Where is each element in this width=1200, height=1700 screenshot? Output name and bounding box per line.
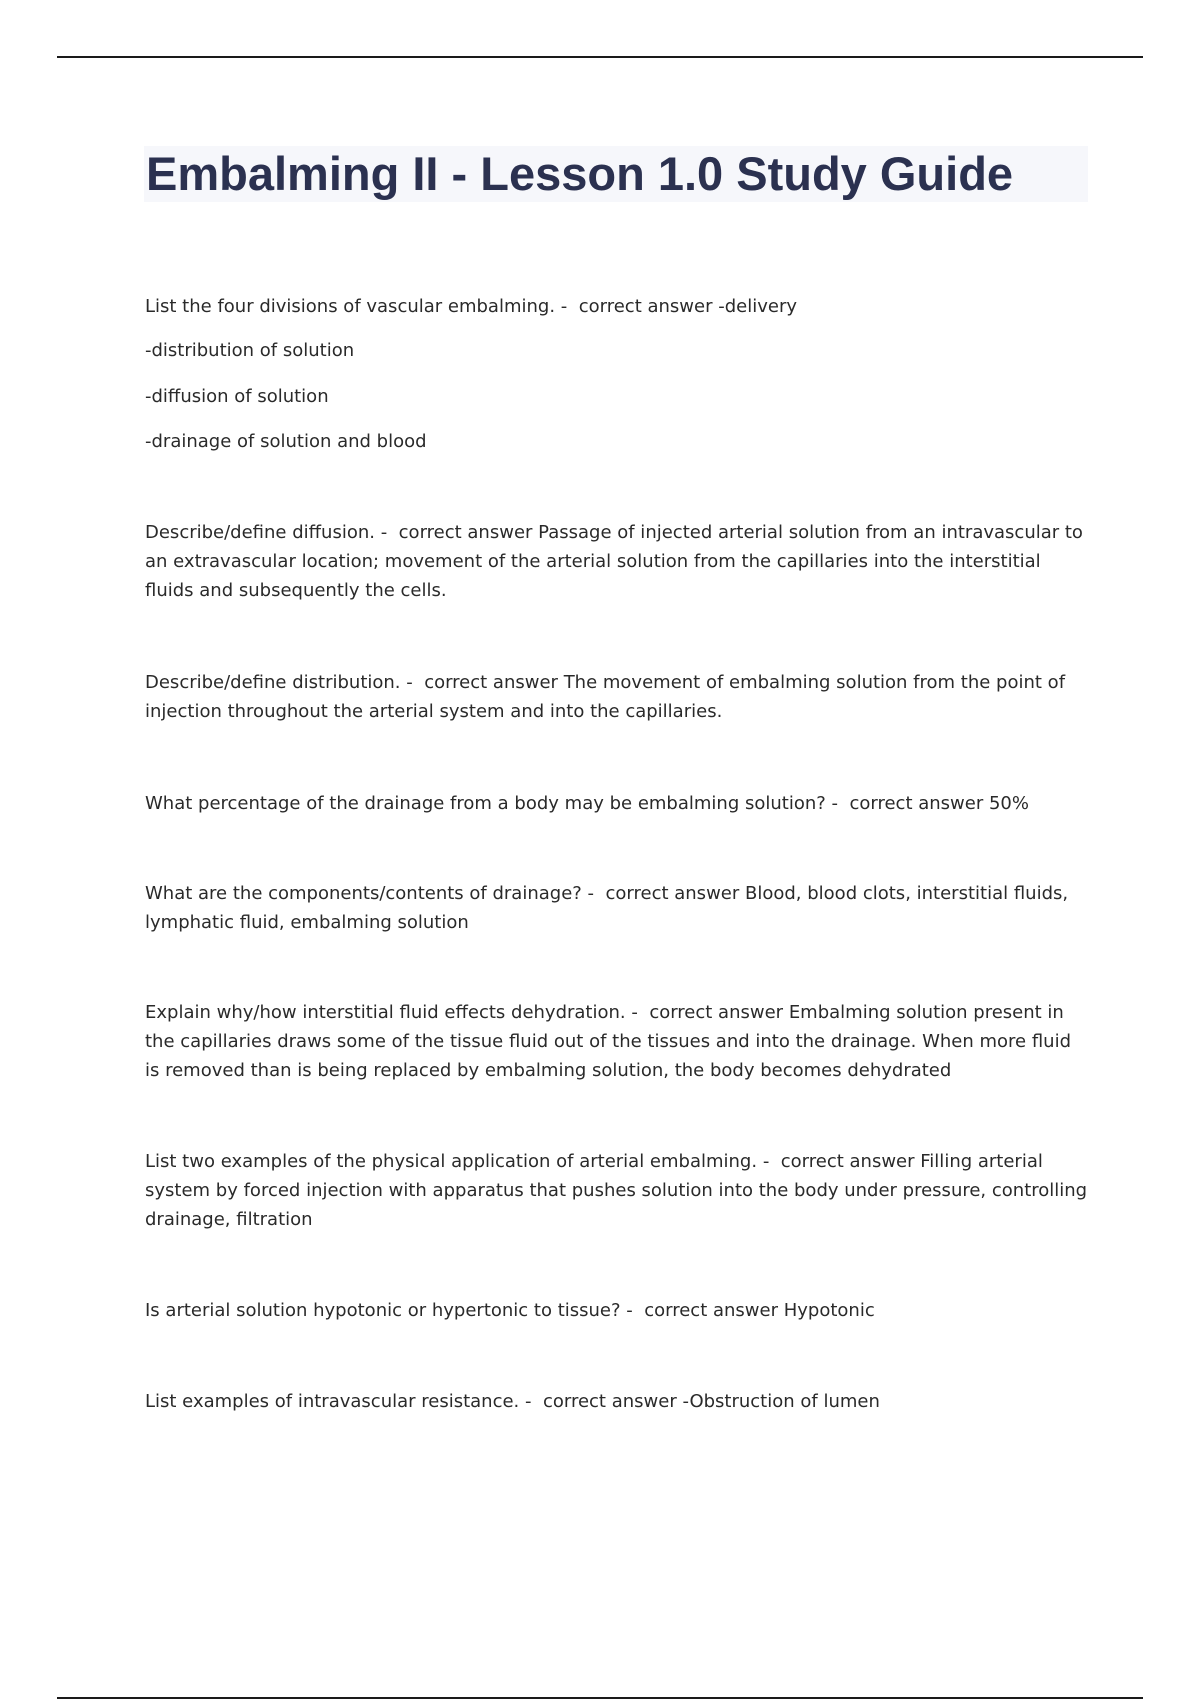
bottom-rule bbox=[57, 1697, 1143, 1699]
qa-item-6 bbox=[145, 998, 1090, 1085]
answer-text: Filling arterial system by forced injection with apparatus that pushes solution into the body under pressure, controlling drainage, filtration bbox=[145, 1151, 1088, 1230]
answer-text: Embalming solution present in the capillaries draws some of the tissue fluid out of the tissues and into the drainage. When more fluid is removed than is being replaced by embalming solution, the body becomes dehydrated bbox=[145, 1002, 1072, 1081]
answer-text: -Obstruction of lumen bbox=[682, 1391, 880, 1412]
question-text: Describe/define distribution. - bbox=[145, 672, 424, 693]
answer-label: correct answer bbox=[849, 793, 984, 814]
answer-label: correct answer bbox=[578, 296, 713, 317]
answer-text: The movement of embalming solution from the point of injection throughout the arterial system and into the capillaries. bbox=[145, 672, 1066, 722]
qa-item-8 bbox=[145, 1296, 1090, 1325]
answer-label: correct answer bbox=[424, 672, 558, 693]
qa-item-5 bbox=[145, 879, 1090, 937]
question-text: What are the components/contents of drainage? - bbox=[145, 883, 606, 904]
qa-item-9 bbox=[145, 1387, 1090, 1416]
question-text: Describe/define diffusion. - bbox=[145, 522, 399, 543]
page-title: Embalming II - Lesson 1.0 Study Guide bbox=[146, 147, 1014, 200]
question-text: Is arterial solution hypotonic or hypertonic to tissue? - bbox=[145, 1300, 644, 1321]
qa-item-4 bbox=[145, 789, 1090, 818]
qa-item-1 bbox=[145, 292, 1090, 321]
question-text: List examples of intravascular resistance. - bbox=[145, 1391, 543, 1412]
answer-text: Hypotonic bbox=[783, 1300, 875, 1321]
answer-text: Blood, blood clots, interstitial fluids, lymphatic fluid, embalming solution bbox=[145, 883, 1069, 933]
answer-text: -delivery bbox=[718, 296, 798, 317]
top-rule bbox=[57, 56, 1143, 58]
answer-label: correct answer bbox=[644, 1300, 778, 1321]
answer-text: Passage of injected arterial solution from an intravascular to an extravascular location; movement of the arterial solution from the capillaries into the interstitial fluids and subsequently the cells. bbox=[145, 522, 1083, 601]
qa-item-2 bbox=[145, 518, 1090, 605]
answer-label: correct answer bbox=[542, 1391, 677, 1412]
answer-label: correct answer bbox=[780, 1151, 915, 1172]
question-text: What percentage of the drainage from a body may be embalming solution? - bbox=[145, 793, 849, 814]
answer-continuation: -drainage of solution and blood bbox=[145, 431, 427, 452]
question-text: Explain why/how interstitial fluid effects dehydration. - bbox=[145, 1002, 649, 1023]
answer-text: 50% bbox=[988, 793, 1029, 814]
question-text: List two examples of the physical application of arterial embalming. - bbox=[145, 1151, 781, 1172]
answer-label: correct answer bbox=[398, 522, 533, 543]
qa-item-3 bbox=[145, 668, 1090, 726]
answer-label: correct answer bbox=[605, 883, 740, 904]
answer-continuation: -distribution of solution bbox=[145, 340, 355, 361]
qa-item-7 bbox=[145, 1147, 1090, 1234]
answer-label: correct answer bbox=[649, 1002, 784, 1023]
question-text: List the four divisions of vascular embalming. - bbox=[145, 296, 579, 317]
answer-continuation: -diffusion of solution bbox=[145, 386, 329, 407]
